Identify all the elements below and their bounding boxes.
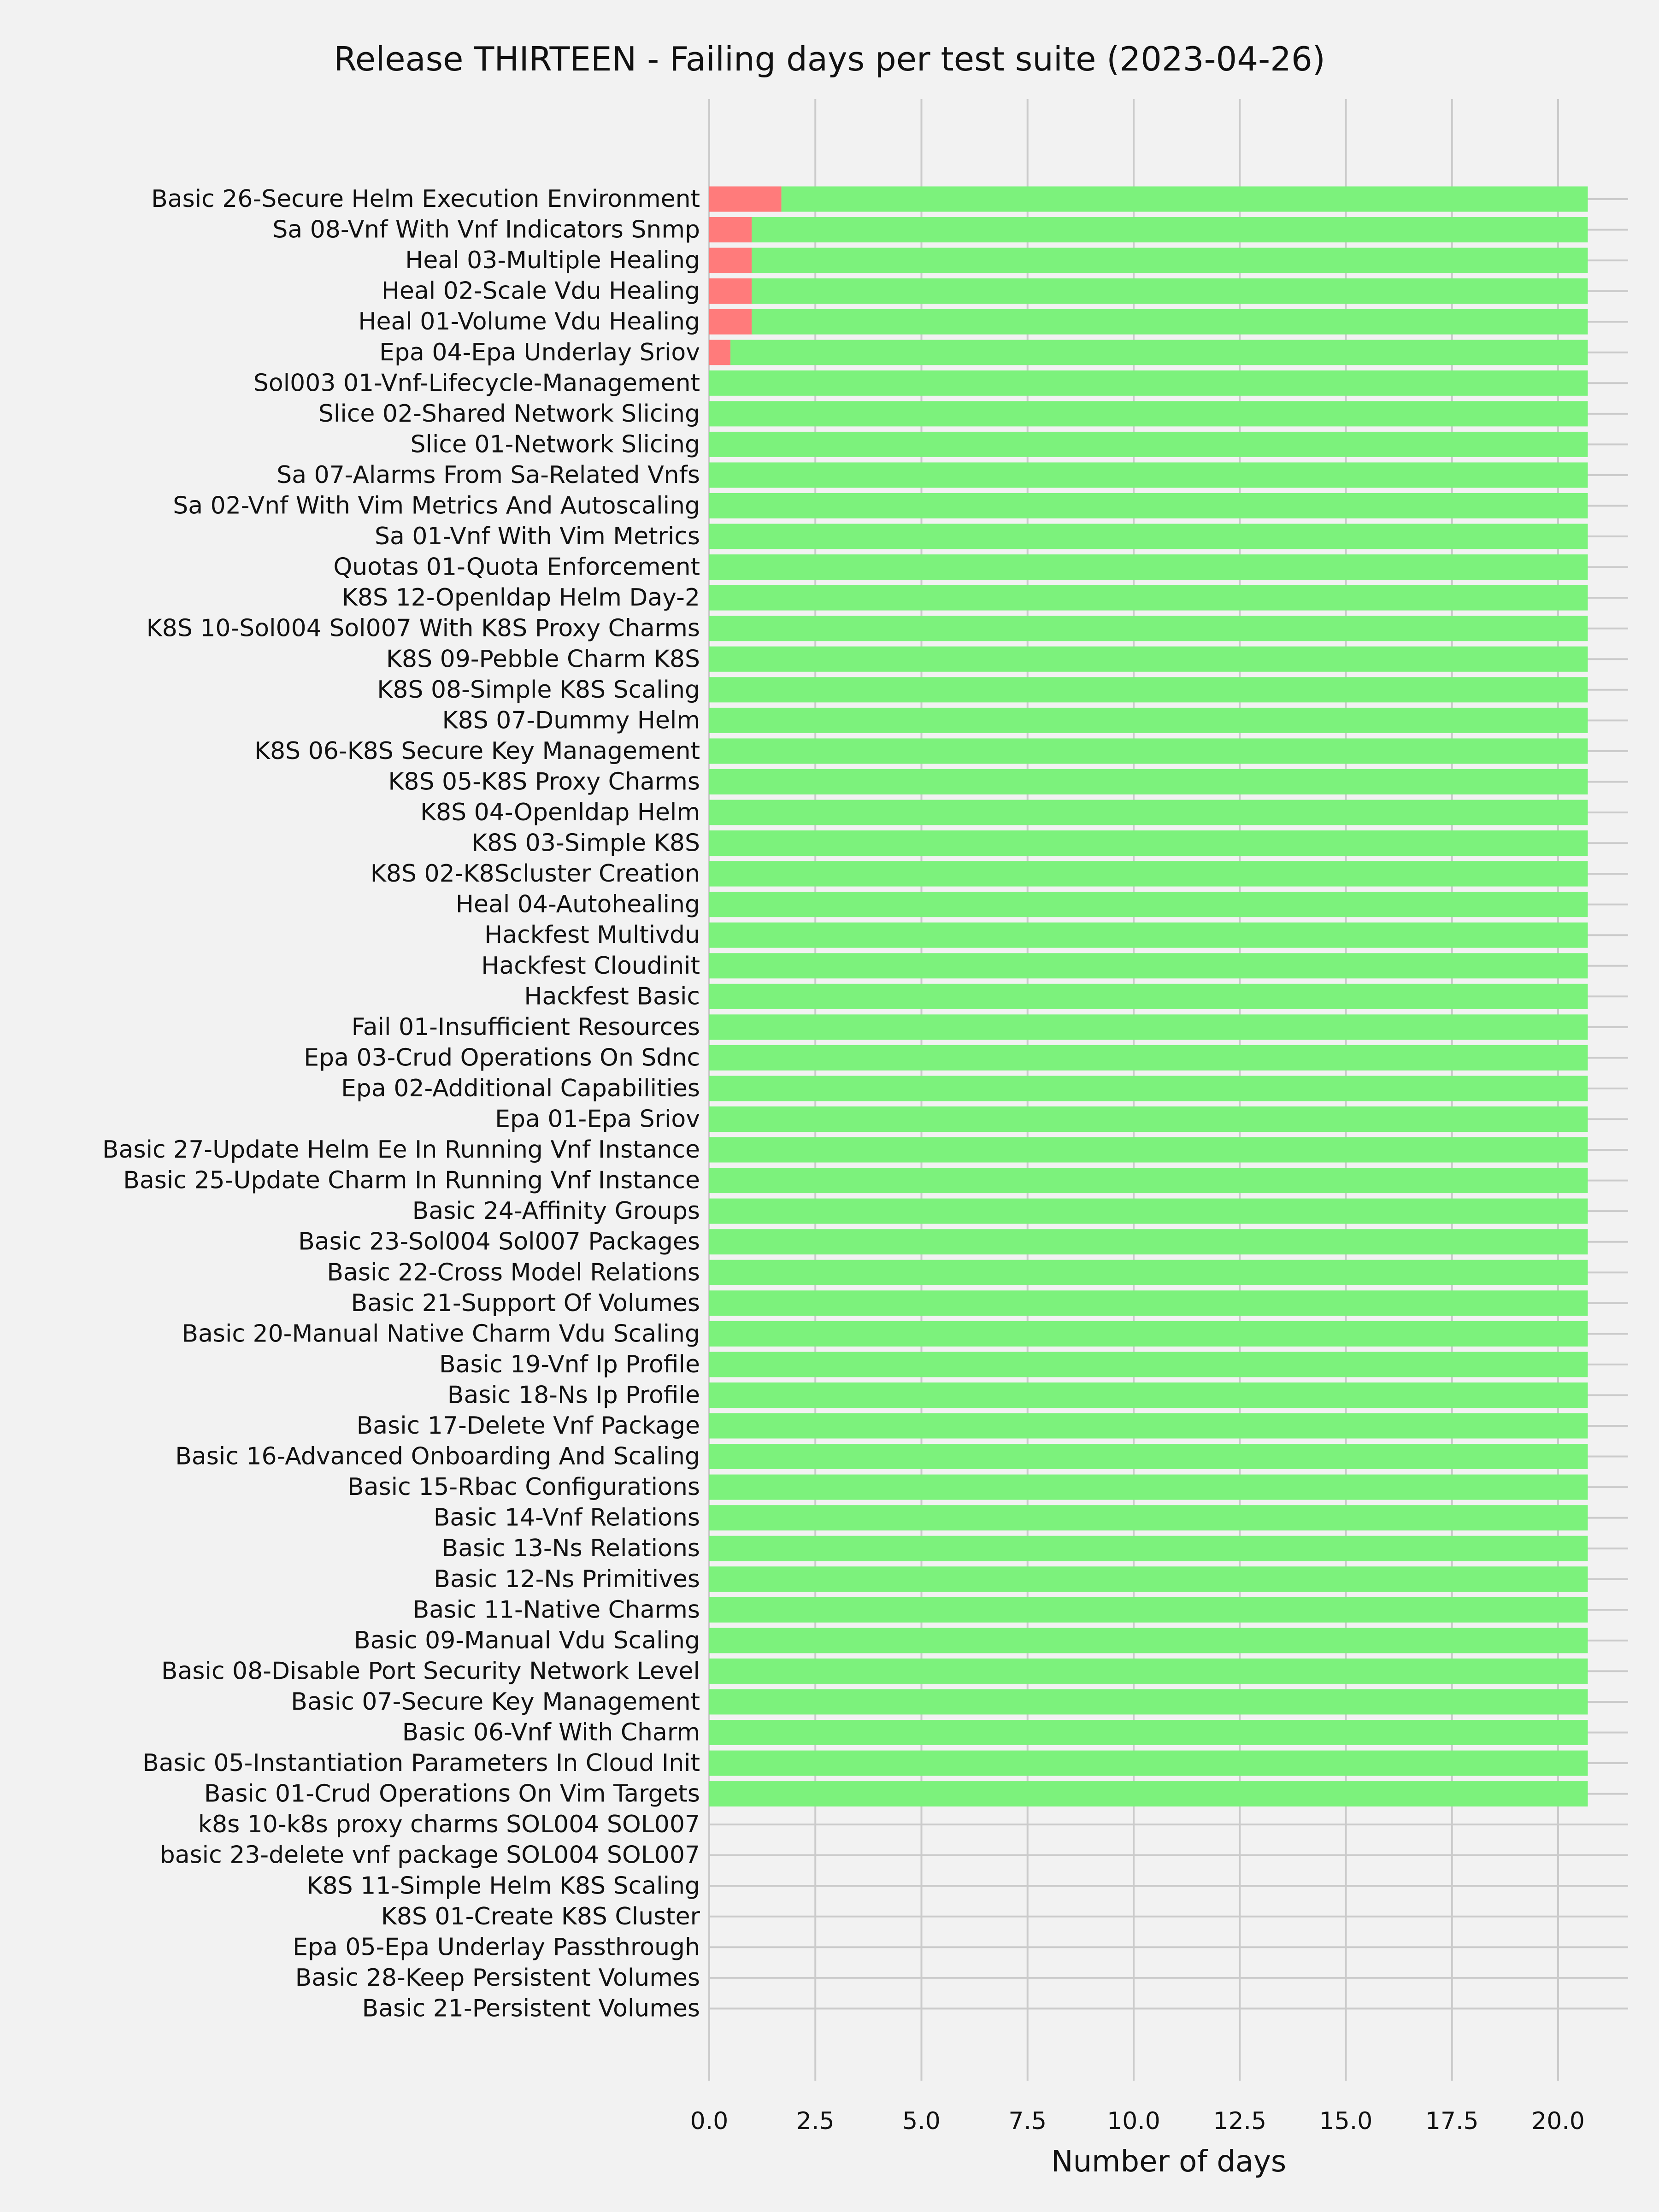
category-label-32: Basic 25-Update Charm In Running Vnf Instance <box>123 1166 700 1194</box>
passing-bar-43 <box>709 1505 1588 1530</box>
x-tick-label-5: 12.5 <box>1213 2107 1267 2135</box>
category-label-14: K8S 10-Sol004 Sol007 With K8S Proxy Charms <box>146 614 700 642</box>
passing-bar-45 <box>709 1566 1588 1592</box>
passing-bar-15 <box>709 647 1588 672</box>
category-label-29: Epa 02-Additional Capabilities <box>341 1074 700 1102</box>
passing-bar-24 <box>709 923 1588 948</box>
category-label-55: K8S 11-Simple Helm K8S Scaling <box>306 1872 700 1900</box>
category-label-35: Basic 22-Cross Model Relations <box>327 1259 700 1287</box>
x-tick-label-2: 5.0 <box>902 2107 941 2135</box>
failing-bar-5 <box>709 340 730 365</box>
category-label-1: Sa 08-Vnf With Vnf Indicators Snmp <box>272 216 700 244</box>
passing-bar-48 <box>709 1659 1588 1684</box>
category-label-6: Sol003 01-Vnf-Lifecycle-Management <box>253 369 700 397</box>
passing-bar-25 <box>709 953 1588 978</box>
category-label-44: Basic 13-Ns Relations <box>441 1535 700 1563</box>
category-label-39: Basic 18-Ns Ip Profile <box>447 1381 700 1409</box>
passing-bar-29 <box>709 1076 1588 1101</box>
passing-bar-50 <box>709 1720 1588 1745</box>
passing-bar-16 <box>709 677 1588 702</box>
category-label-48: Basic 08-Disable Port Security Network Level <box>161 1657 700 1685</box>
category-label-47: Basic 09-Manual Vdu Scaling <box>353 1626 700 1654</box>
passing-bar-11 <box>709 524 1588 549</box>
category-label-36: Basic 21-Support Of Volumes <box>351 1289 700 1317</box>
passing-bar-4 <box>752 309 1588 335</box>
x-tick-labels <box>690 2107 1585 2135</box>
chart-title: Release THIRTEEN - Failing days per test suite (2023-04-26) <box>334 40 1325 78</box>
passing-bar-17 <box>709 708 1588 733</box>
passing-bar-27 <box>709 1014 1588 1040</box>
x-tick-label-6: 15.0 <box>1319 2107 1373 2135</box>
category-label-5: Epa 04-Epa Underlay Sriov <box>379 338 700 366</box>
category-label-2: Heal 03-Multiple Healing <box>405 247 700 275</box>
category-label-19: K8S 05-K8S Proxy Charms <box>388 768 700 796</box>
passing-bar-23 <box>709 892 1588 917</box>
passing-bar-52 <box>709 1781 1588 1806</box>
category-label-25: Hackfest Cloudinit <box>481 952 700 980</box>
passing-bar-35 <box>709 1260 1588 1285</box>
category-label-46: Basic 11-Native Charms <box>412 1596 700 1624</box>
passing-bar-20 <box>709 800 1588 825</box>
passing-bar-10 <box>709 493 1588 518</box>
category-label-52: Basic 01-Crud Operations On Vim Targets <box>204 1780 700 1808</box>
failing-bar-3 <box>709 278 752 304</box>
passing-bar-33 <box>709 1199 1588 1224</box>
category-label-18: K8S 06-K8S Secure Key Management <box>254 737 700 765</box>
passing-bar-46 <box>709 1597 1588 1623</box>
category-label-8: Slice 01-Network Slicing <box>410 430 700 459</box>
passing-bar-37 <box>709 1321 1588 1347</box>
category-label-21: K8S 03-Simple K8S <box>471 829 700 857</box>
passing-bar-8 <box>709 432 1588 457</box>
category-label-58: Basic 28-Keep Persistent Volumes <box>295 1964 700 1992</box>
failing-bar-0 <box>709 187 782 212</box>
passing-bar-31 <box>709 1137 1588 1163</box>
x-tick-label-0: 0.0 <box>690 2107 729 2135</box>
passing-bar-44 <box>709 1536 1588 1561</box>
passing-bar-3 <box>752 278 1588 304</box>
category-label-10: Sa 02-Vnf With Vim Metrics And Autoscaling <box>173 492 700 520</box>
category-label-13: K8S 12-Openldap Helm Day-2 <box>341 584 700 612</box>
category-label-28: Epa 03-Crud Operations On Sdnc <box>304 1044 700 1072</box>
category-label-59: Basic 21-Persistent Volumes <box>362 1994 700 2023</box>
category-label-15: K8S 09-Pebble Charm K8S <box>386 645 700 673</box>
category-label-20: K8S 04-Openldap Helm <box>420 799 700 826</box>
passing-bar-40 <box>709 1413 1588 1439</box>
category-label-22: K8S 02-K8Scluster Creation <box>370 860 700 888</box>
category-label-23: Heal 04-Autohealing <box>455 890 700 918</box>
passing-bar-49 <box>709 1689 1588 1714</box>
passing-bar-41 <box>709 1444 1588 1469</box>
category-label-4: Heal 01-Volume Vdu Healing <box>358 308 700 336</box>
category-label-50: Basic 06-Vnf With Charm <box>402 1718 700 1747</box>
x-tick-label-8: 20.0 <box>1531 2107 1585 2135</box>
passing-bar-12 <box>709 554 1588 580</box>
passing-bar-38 <box>709 1352 1588 1377</box>
category-label-41: Basic 16-Advanced Onboarding And Scaling <box>175 1442 700 1471</box>
category-label-12: Quotas 01-Quota Enforcement <box>333 553 700 581</box>
x-tick-label-1: 2.5 <box>796 2107 835 2135</box>
passing-bar-28 <box>709 1045 1588 1071</box>
passing-bar-6 <box>709 371 1588 396</box>
category-label-16: K8S 08-Simple K8S Scaling <box>377 676 700 704</box>
category-label-34: Basic 23-Sol004 Sol007 Packages <box>298 1228 700 1256</box>
category-label-43: Basic 14-Vnf Relations <box>433 1504 700 1532</box>
passing-bar-13 <box>709 585 1588 611</box>
category-label-7: Slice 02-Shared Network Slicing <box>318 400 700 428</box>
category-label-42: Basic 15-Rbac Configurations <box>347 1473 700 1501</box>
passing-bar-2 <box>752 248 1588 273</box>
category-label-56: K8S 01-Create K8S Cluster <box>381 1902 700 1930</box>
passing-bar-39 <box>709 1382 1588 1408</box>
passing-bar-34 <box>709 1229 1588 1254</box>
category-label-57: Epa 05-Epa Underlay Passthrough <box>293 1933 700 1961</box>
passing-bar-9 <box>709 462 1588 488</box>
category-label-53: k8s 10-k8s proxy charms SOL004 SOL007 <box>198 1811 700 1839</box>
passing-bar-21 <box>709 830 1588 856</box>
failing-bar-2 <box>709 248 752 273</box>
passing-bar-30 <box>709 1106 1588 1132</box>
category-label-0: Basic 26-Secure Helm Execution Environment <box>151 185 700 213</box>
category-label-38: Basic 19-Vnf Ip Profile <box>439 1350 700 1378</box>
category-label-17: K8S 07-Dummy Helm <box>442 706 700 735</box>
passing-bar-47 <box>709 1628 1588 1653</box>
x-tick-label-7: 17.5 <box>1425 2107 1479 2135</box>
passing-bar-7 <box>709 401 1588 426</box>
category-label-30: Epa 01-Epa Sriov <box>495 1105 700 1133</box>
category-label-31: Basic 27-Update Helm Ee In Running Vnf Instance <box>102 1136 700 1164</box>
passing-bar-22 <box>709 861 1588 887</box>
category-label-45: Basic 12-Ns Primitives <box>434 1565 700 1593</box>
passing-bar-26 <box>709 984 1588 1009</box>
passing-bar-32 <box>709 1168 1588 1193</box>
category-label-49: Basic 07-Secure Key Management <box>291 1688 700 1716</box>
category-label-33: Basic 24-Affinity Groups <box>412 1197 700 1225</box>
passing-bar-18 <box>709 738 1588 764</box>
category-label-9: Sa 07-Alarms From Sa-Related Vnfs <box>276 461 700 489</box>
category-label-11: Sa 01-Vnf With Vim Metrics <box>374 523 700 551</box>
passing-bar-0 <box>782 187 1588 212</box>
category-label-27: Fail 01-Insufficient Resources <box>351 1013 700 1041</box>
x-tick-label-4: 10.0 <box>1107 2107 1160 2135</box>
passing-bar-51 <box>709 1751 1588 1776</box>
category-label-37: Basic 20-Manual Native Charm Vdu Scaling <box>182 1320 700 1348</box>
passing-bar-36 <box>709 1290 1588 1316</box>
failing-bar-4 <box>709 309 752 335</box>
failing-bar-1 <box>709 217 752 242</box>
category-label-26: Hackfest Basic <box>524 982 700 1011</box>
category-label-40: Basic 17-Delete Vnf Package <box>356 1412 700 1440</box>
category-label-3: Heal 02-Scale Vdu Healing <box>381 277 700 305</box>
passing-bar-42 <box>709 1475 1588 1500</box>
x-axis-label: Number of days <box>1051 2145 1287 2179</box>
passing-bar-14 <box>709 616 1588 641</box>
category-label-24: Hackfest Multivdu <box>484 921 700 949</box>
category-label-54: basic 23-delete vnf package SOL004 SOL007 <box>159 1841 700 1869</box>
passing-bar-19 <box>709 769 1588 794</box>
passing-bar-1 <box>752 217 1588 242</box>
x-tick-label-3: 7.5 <box>1008 2107 1047 2135</box>
passing-bar-5 <box>730 340 1588 365</box>
category-label-51: Basic 05-Instantiation Parameters In Cloud Init <box>142 1749 700 1777</box>
